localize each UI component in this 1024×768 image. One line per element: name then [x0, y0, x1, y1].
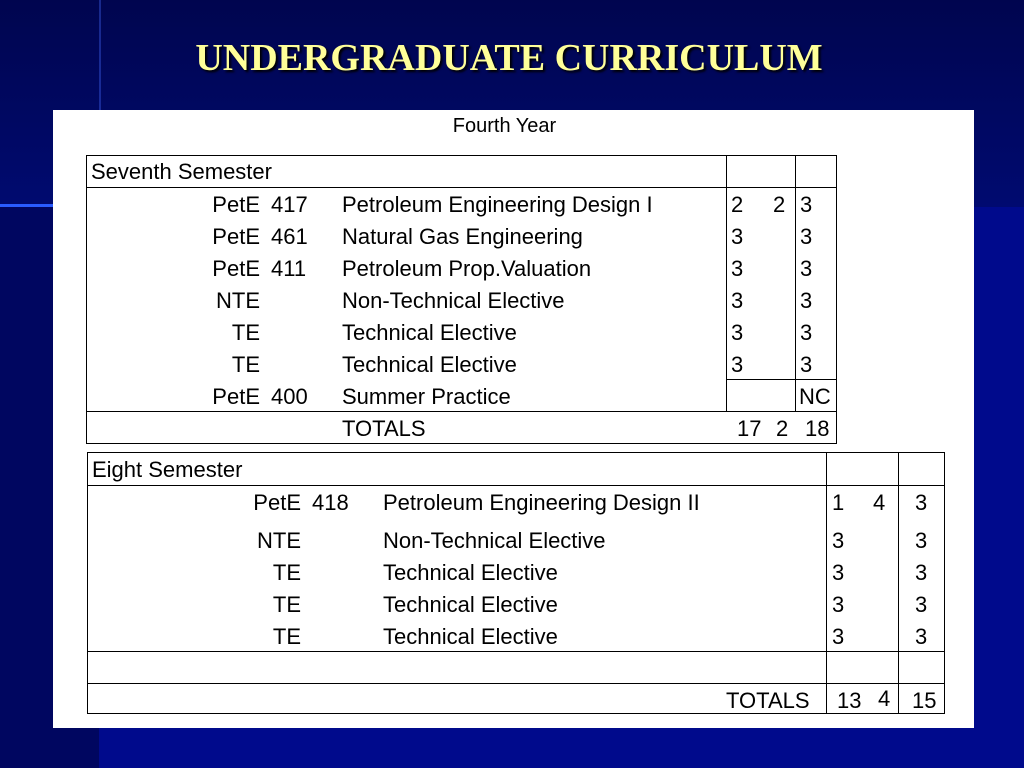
course-credit-1: 3	[832, 560, 845, 585]
totals-label: TOTALS	[342, 416, 426, 441]
course-number: 418	[312, 490, 349, 515]
eighth-header-divider	[87, 485, 945, 486]
course-dept: TE	[231, 352, 260, 377]
background-accent-bar	[0, 204, 53, 207]
year-subtitle: Fourth Year	[452, 115, 557, 137]
eighth-col-divider	[898, 452, 899, 714]
course-credit-total: 3	[915, 490, 928, 515]
course-credit-1: 1	[832, 490, 845, 515]
course-credit-total: NC	[799, 384, 831, 409]
course-number: 400	[271, 384, 308, 409]
totals-credit-total: 18	[805, 416, 830, 441]
course-credit-total: 3	[915, 592, 928, 617]
totals-credit-total: 15	[912, 688, 937, 713]
totals-credit-2: 4	[878, 686, 891, 711]
course-credit-1: 3	[731, 256, 744, 281]
course-dept: PetE	[212, 224, 260, 249]
course-credit-1: 3	[731, 224, 744, 249]
course-name: Natural Gas Engineering	[342, 224, 583, 249]
course-credit-1: 3	[832, 528, 845, 553]
course-dept: PetE	[212, 256, 260, 281]
course-credit-1: 3	[731, 320, 744, 345]
course-credit-1: 2	[731, 192, 744, 217]
course-name: Non-Technical Elective	[342, 288, 565, 313]
slide-title: UNDERGRADUATE CURRICULUM	[195, 37, 823, 79]
course-credit-total: 3	[800, 352, 813, 377]
course-number: 461	[271, 224, 308, 249]
seventh-header-divider	[86, 187, 837, 188]
course-dept: TE	[272, 560, 301, 585]
course-credit-total: 3	[915, 560, 928, 585]
course-credit-total: 3	[800, 320, 813, 345]
course-name: Non-Technical Elective	[383, 528, 606, 553]
course-credit-1: 3	[832, 624, 845, 649]
course-credit-1: 3	[832, 592, 845, 617]
course-credit-total: 3	[915, 624, 928, 649]
seventh-col-divider	[795, 155, 796, 411]
course-name: Technical Elective	[383, 624, 558, 649]
course-dept: TE	[231, 320, 260, 345]
seventh-semester-header: Seventh Semester	[91, 159, 272, 184]
course-credit-2: 2	[773, 192, 786, 217]
totals-credit-2: 2	[776, 416, 789, 441]
seventh-col-divider	[726, 155, 727, 411]
course-credit-total: 3	[915, 528, 928, 553]
course-dept: NTE	[257, 528, 301, 553]
eighth-body-divider	[87, 651, 945, 652]
course-dept: TE	[272, 624, 301, 649]
course-number: 417	[271, 192, 308, 217]
course-name: Petroleum Engineering Design I	[342, 192, 653, 217]
course-dept: PetE	[212, 192, 260, 217]
course-dept: TE	[272, 592, 301, 617]
course-credit-total: 3	[800, 224, 813, 249]
course-credit-total: 3	[800, 288, 813, 313]
course-name: Technical Elective	[383, 592, 558, 617]
course-name: Technical Elective	[342, 320, 517, 345]
totals-credit-1: 13	[837, 688, 862, 713]
course-number: 411	[271, 256, 307, 281]
eighth-totals-divider	[87, 683, 945, 684]
totals-credit-1: 17	[737, 416, 762, 441]
eighth-col-divider	[826, 452, 827, 714]
course-credit-1: 3	[731, 288, 744, 313]
course-dept: NTE	[216, 288, 260, 313]
course-name: Summer Practice	[342, 384, 511, 409]
course-name: Technical Elective	[342, 352, 517, 377]
course-dept: PetE	[212, 384, 260, 409]
course-credit-total: 3	[800, 192, 813, 217]
eighth-semester-header: Eight Semester	[92, 457, 243, 482]
seventh-totals-divider	[86, 411, 837, 412]
course-name: Petroleum Engineering Design II	[383, 490, 700, 515]
course-dept: PetE	[253, 490, 301, 515]
course-name: Technical Elective	[383, 560, 558, 585]
course-name: Petroleum Prop.Valuation	[342, 256, 592, 281]
course-credit-2: 4	[873, 490, 886, 515]
course-credit-total: 3	[800, 256, 813, 281]
seventh-summer-divider	[727, 379, 837, 380]
totals-label: TOTALS	[726, 688, 810, 713]
course-credit-1: 3	[731, 352, 744, 377]
